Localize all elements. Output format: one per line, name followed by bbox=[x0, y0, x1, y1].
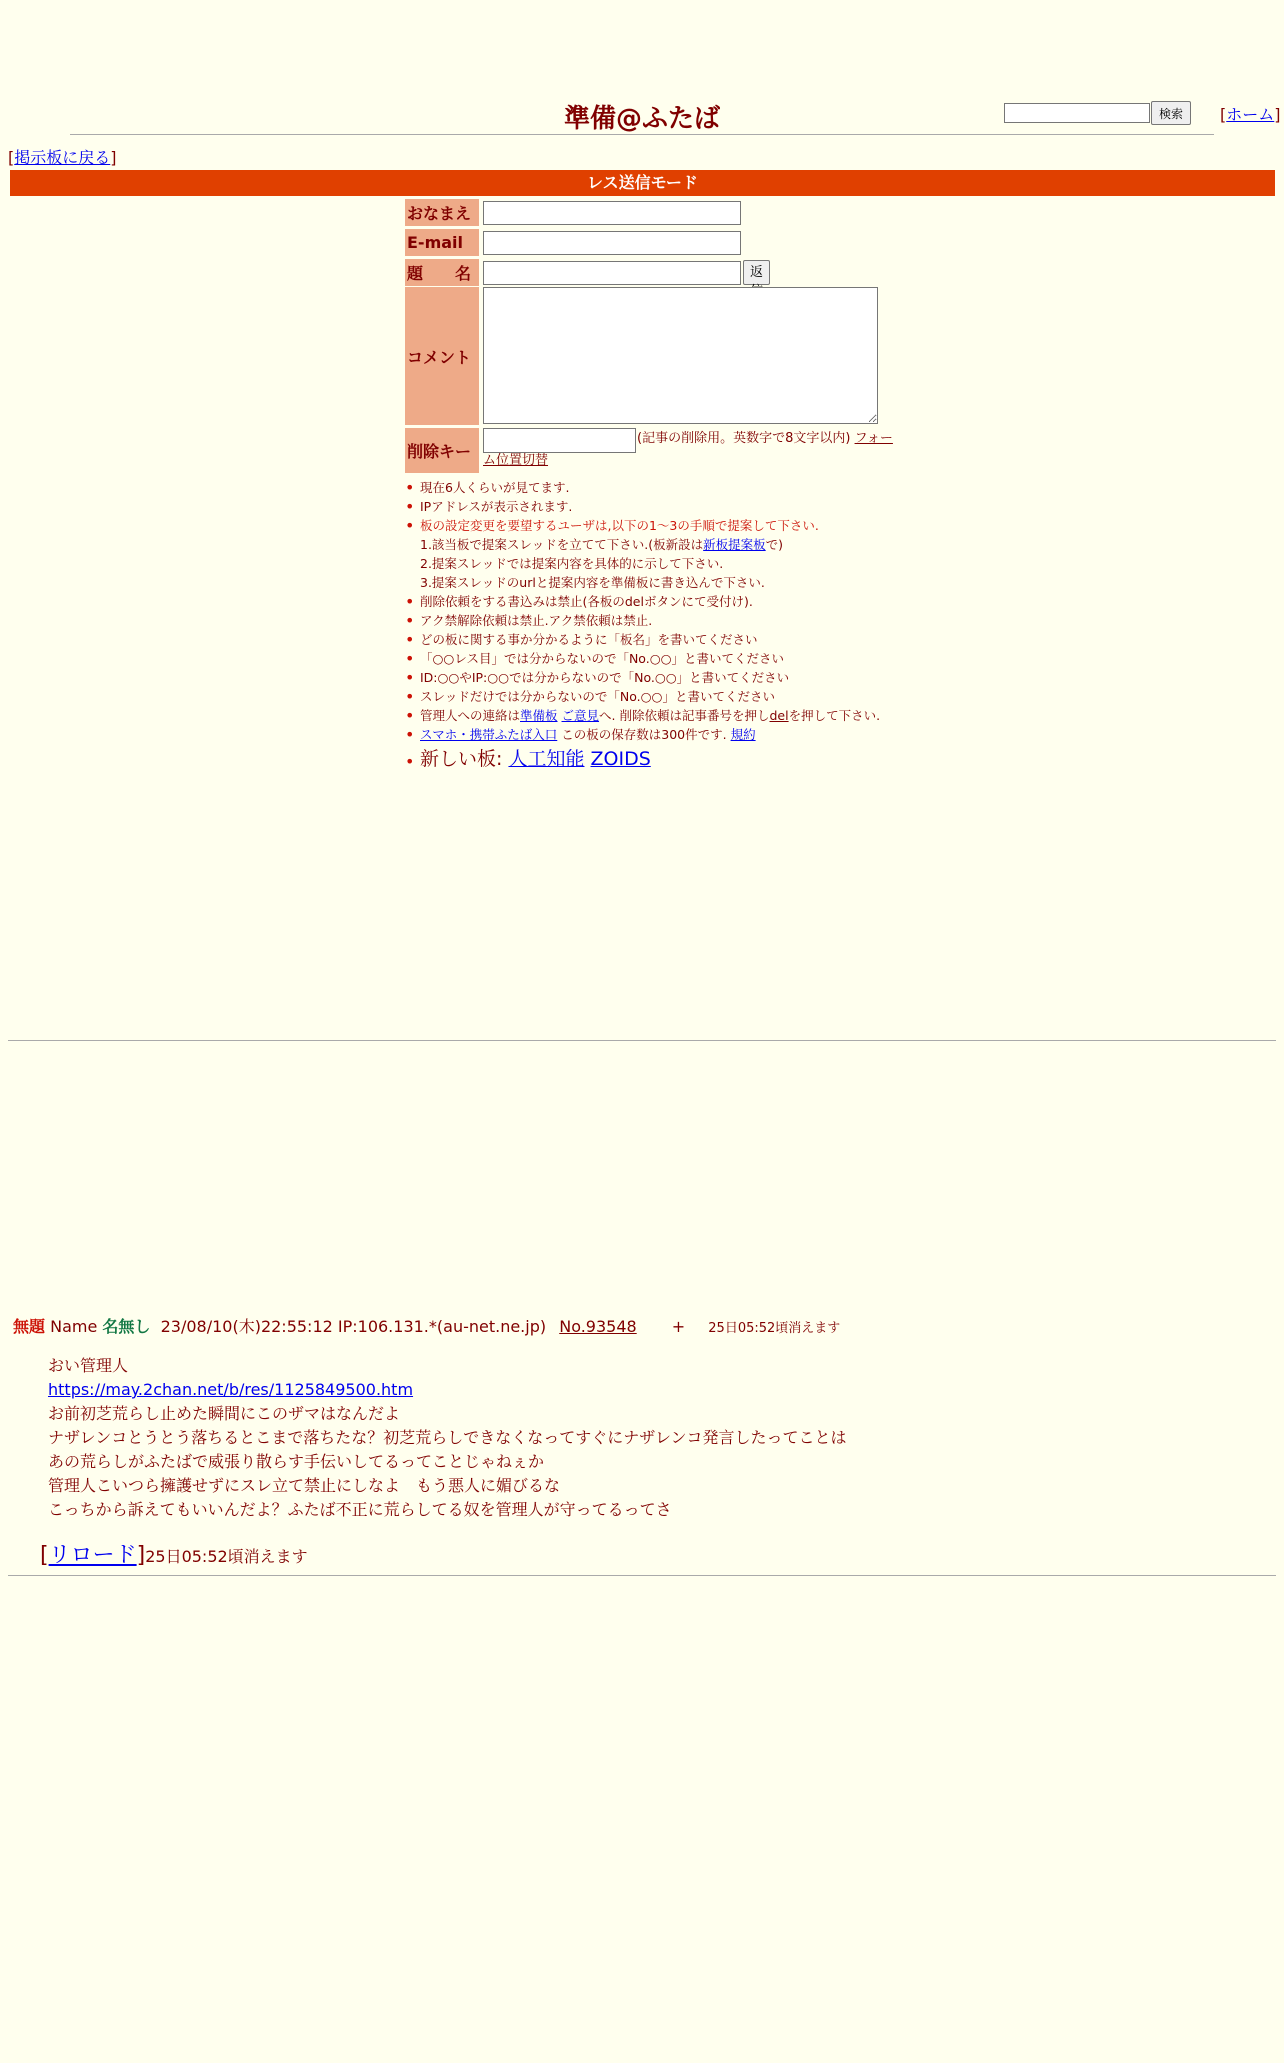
rule-contact-text3: を押して下さい. bbox=[788, 708, 881, 723]
title-divider bbox=[70, 134, 1214, 135]
del-link[interactable]: del bbox=[769, 708, 789, 723]
post-url-link[interactable]: https://may.2chan.net/b/res/1125849500.htm bbox=[48, 1380, 414, 1399]
post-number-link[interactable]: No.93548 bbox=[559, 1317, 637, 1336]
name-label: おなまえ bbox=[405, 199, 479, 226]
rule-mobile-entry bbox=[420, 725, 980, 744]
ai-board-link[interactable]: 人工知能 bbox=[508, 748, 585, 770]
name-field[interactable] bbox=[483, 201, 741, 225]
search-form bbox=[1004, 101, 1191, 125]
rule-proposal-step1 bbox=[420, 535, 980, 554]
reload-expire: 25日05:52頃消えます bbox=[145, 1547, 308, 1566]
search-button[interactable]: 検索 bbox=[1151, 101, 1191, 125]
home-link[interactable]: ホーム bbox=[1226, 105, 1275, 124]
delete-key-note: (記事の削除用。英数字で8文字以内) bbox=[637, 431, 851, 446]
delete-key-note-wrap bbox=[483, 428, 893, 472]
post-header bbox=[13, 1314, 840, 1337]
post-line: お前初芝荒らし止めた瞬間にこのザマはなんだよ bbox=[48, 1404, 401, 1423]
subject-label: 題 名 bbox=[405, 259, 479, 286]
reload-link[interactable]: リロード bbox=[48, 1543, 137, 1568]
rule-no-ban-requests: • アク禁解除依頼は禁止.アク禁依頼は禁止. bbox=[420, 611, 980, 630]
rule-id-ip: • ID:○○やIP:○○では分からないので「No.○○」と書いてください bbox=[420, 668, 980, 687]
thread-divider bbox=[8, 1575, 1276, 1576]
zoids-board-link[interactable]: ZOIDS bbox=[590, 748, 651, 770]
rule-proposal-step3: 3.提案スレッドのurlと提案内容を準備板に書き込んで下さい. bbox=[420, 575, 765, 590]
post-line: ナザレンコとうとう落ちるとこまで落ちたな？初芝荒らしできなくなってすぐにナザレンコ発言したってことは bbox=[48, 1428, 847, 1447]
post-line: こっちから訴えてもいいんだよ？ふたば不正に荒らしてる奴を管理人が守ってるってさ bbox=[48, 1500, 672, 1519]
rule-new-boards bbox=[420, 746, 980, 772]
feedback-link[interactable]: ご意見 bbox=[561, 708, 600, 723]
rule-contact-admin bbox=[420, 706, 980, 725]
rule-proposal-step2: 2.提案スレッドでは提案内容を具体的に示して下さい. bbox=[420, 556, 724, 571]
mobile-entry-link[interactable]: スマホ・携帯ふたば入口 bbox=[420, 727, 558, 742]
reload-line: [リロード]25日05:52頃消えます bbox=[40, 1543, 308, 1568]
delete-key-label: 削除キー bbox=[405, 428, 479, 473]
post-author: 名無し bbox=[102, 1317, 151, 1336]
reply-mode-banner: レス送信モード bbox=[10, 170, 1275, 196]
search-input[interactable] bbox=[1004, 103, 1150, 123]
email-label: E-mail bbox=[405, 229, 479, 256]
post-name-prefix: Name bbox=[50, 1317, 98, 1336]
rule-res-number: • 「○○レス目」では分からないので「No.○○」と書いてください bbox=[420, 649, 980, 668]
post-line: あの荒らしがふたばで威張り散らす手伝いしてるってことじゃねぇか bbox=[48, 1452, 545, 1471]
rule-proposal-step1-text: 1.該当板で提案スレッドを立てて下さい.(板新設は bbox=[420, 537, 704, 552]
soudane-button[interactable]: + bbox=[671, 1317, 686, 1336]
email-field[interactable] bbox=[483, 231, 741, 255]
rule-ip: • IPアドレスが表示されます. bbox=[420, 497, 980, 516]
subject-field[interactable] bbox=[483, 261, 741, 285]
new-board-proposal-link[interactable]: 新板提案板 bbox=[703, 537, 766, 552]
post-body bbox=[48, 1354, 847, 1522]
section-divider bbox=[8, 1040, 1276, 1041]
comment-label: コメント bbox=[405, 287, 479, 425]
form-position-toggle-link[interactable]: フォーム位置切替 bbox=[483, 431, 893, 468]
submit-reply-button[interactable]: 返 bbox=[743, 260, 770, 285]
rule-contact-text2: へ. 削除依頼は記事番号を押し bbox=[599, 708, 770, 723]
post-line: 管理人こいつら擁護せずにスレ立て禁止にしなよ もう悪人に媚びるな bbox=[48, 1476, 561, 1495]
rule-contact-text: 管理人への連絡は bbox=[420, 708, 521, 723]
rule-thread-number: • スレッドだけでは分からないので「No.○○」と書いてください bbox=[420, 687, 980, 706]
back-to-board-link[interactable]: 掲示板に戻る bbox=[14, 148, 111, 167]
storage-count-text: この板の保存数は300件です. bbox=[561, 727, 727, 742]
post-subject: 無題 bbox=[13, 1317, 46, 1336]
prep-board-link[interactable]: 準備板 bbox=[520, 708, 558, 723]
board-rules-list bbox=[405, 478, 980, 772]
comment-textarea[interactable] bbox=[483, 287, 878, 424]
home-link-wrap: [ホーム] bbox=[1220, 105, 1281, 124]
back-link-wrap: [掲示板に戻る] bbox=[8, 148, 117, 167]
new-boards-label: 新しい板: bbox=[420, 748, 503, 770]
rule-board-name: • どの板に関する事か分かるように「板名」を書いてください bbox=[420, 630, 980, 649]
rule-proposal-step1-tail: で) bbox=[765, 537, 784, 552]
terms-link[interactable]: 規約 bbox=[730, 727, 756, 742]
rule-no-delete-requests: • 削除依頼をする書込みは禁止(各板のdelボタンにて受付け). bbox=[420, 592, 980, 611]
rule-viewers: • 現在6人くらいが見てます. bbox=[420, 478, 980, 497]
post-line: おい管理人 bbox=[48, 1356, 129, 1375]
rule-proposal: • 板の設定変更を要望するユーザは,以下の1〜3の手順で提案して下さい. bbox=[420, 516, 980, 535]
page-title: 準備@ふたば bbox=[563, 104, 720, 134]
post-date: 23/08/10(木)22:55:12 IP:106.131.*(au-net.ne.jp) bbox=[160, 1317, 547, 1336]
post-expire: 25日05:52頃消えます bbox=[708, 1321, 841, 1336]
